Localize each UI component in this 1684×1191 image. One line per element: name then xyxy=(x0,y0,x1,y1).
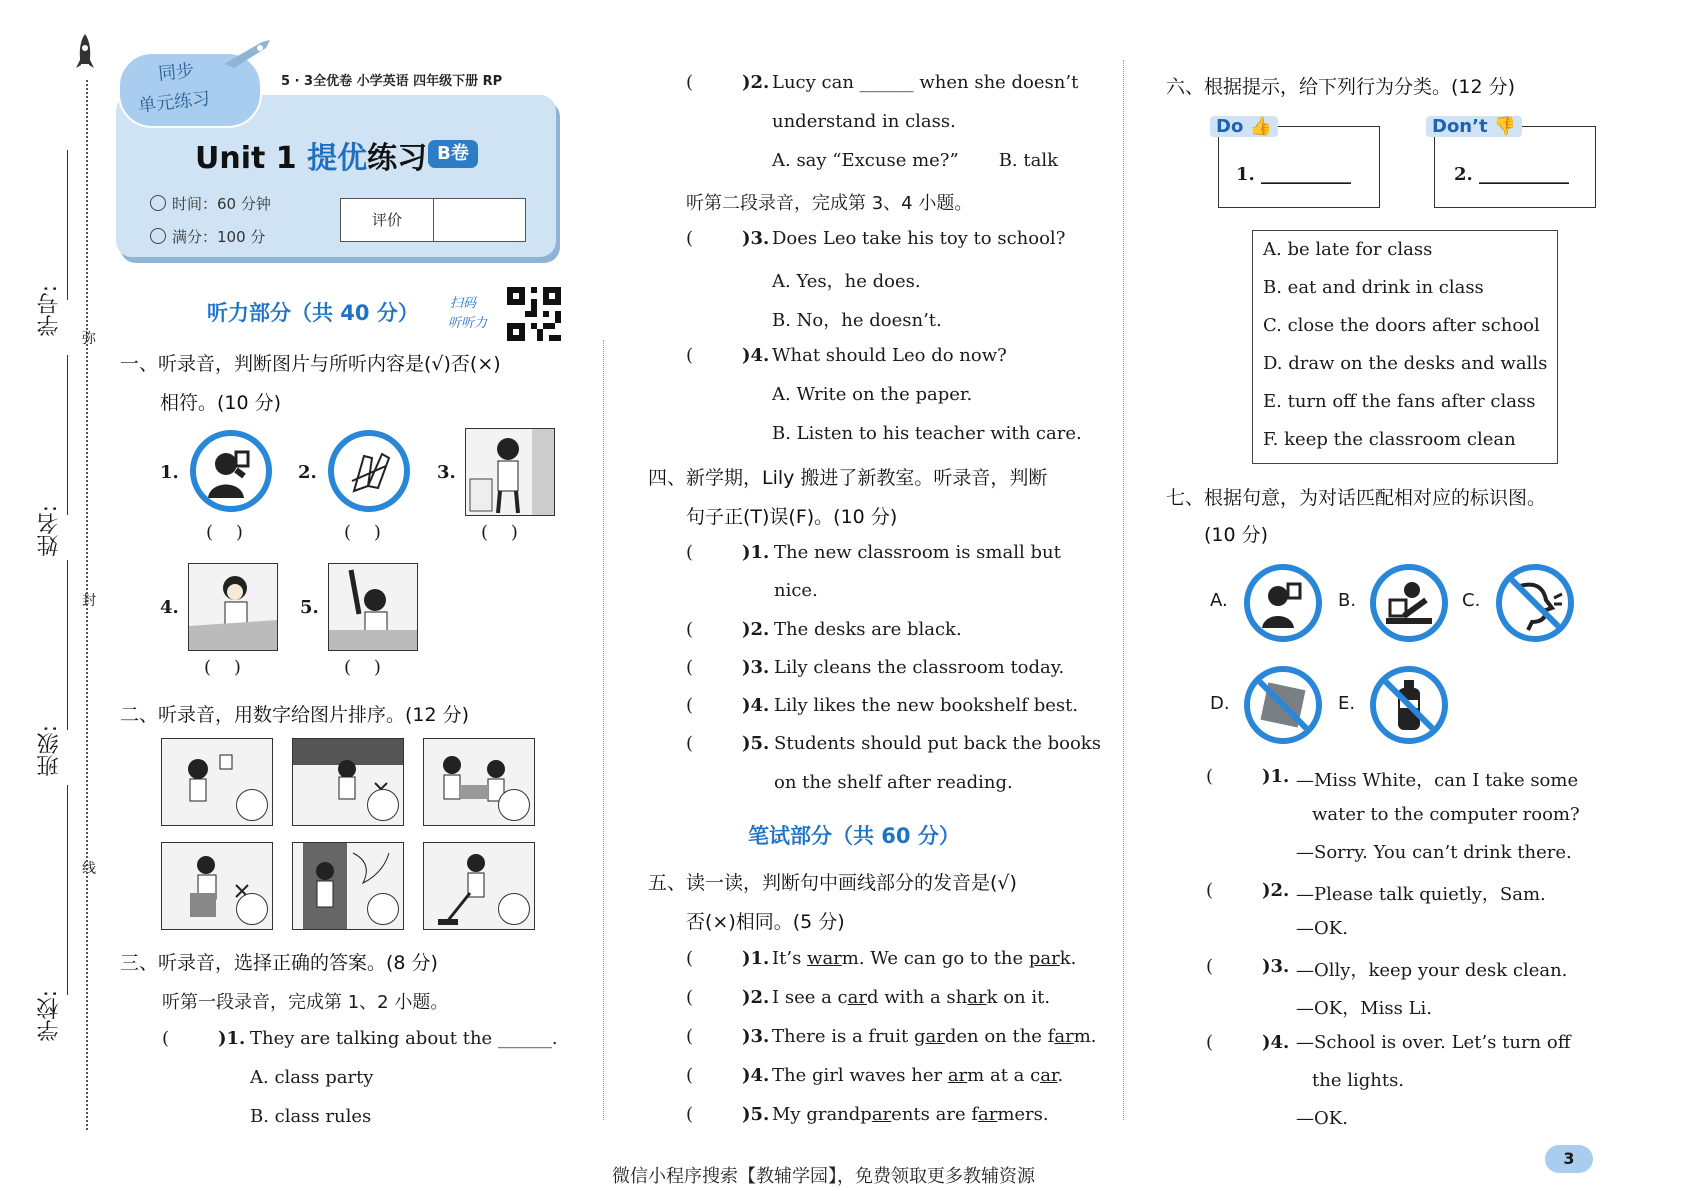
q5-2-answer[interactable]: ( xyxy=(686,987,716,1008)
q2-picture-5 xyxy=(292,842,404,930)
q5-1-part: m. We can go to the xyxy=(841,948,1029,969)
q3-heading: 三、听录音，选择正确的答案。(8 分) xyxy=(120,952,438,974)
rocket-icon xyxy=(222,38,272,72)
q3-sub-2: 听第二段录音，完成第 3、4 小题。 xyxy=(686,193,973,214)
q5-5-part: mers. xyxy=(997,1104,1049,1125)
q2-answer-1[interactable] xyxy=(236,789,268,821)
q4-5-answer[interactable]: ( xyxy=(686,733,716,754)
class-label: 班级: xyxy=(37,725,62,777)
q2-picture-3 xyxy=(423,738,535,826)
q7-2-line-1: —Please talk quietly，Sam. xyxy=(1296,884,1546,905)
q2-answer-5[interactable] xyxy=(367,893,399,925)
q1-answer-2[interactable]: ( ) xyxy=(344,522,381,543)
sign-letter-e: E. xyxy=(1338,693,1356,714)
q7-3-num: )3. xyxy=(1262,956,1290,977)
q2-picture-4 xyxy=(161,842,273,930)
q5-3-text xyxy=(772,1026,1097,1047)
q4-4-answer[interactable]: ( xyxy=(686,695,716,716)
q4-1-num: )1. xyxy=(742,542,770,563)
q5-heading-b: 否(×)相同。(5 分) xyxy=(686,911,845,933)
version-badge: B卷 xyxy=(428,140,478,168)
column-divider-2 xyxy=(1123,60,1124,1120)
q5-2-text xyxy=(772,987,1050,1008)
time-info xyxy=(150,193,271,214)
q4-1-answer[interactable]: ( xyxy=(686,542,716,563)
q2-picture-6 xyxy=(423,842,535,930)
q5-4-text xyxy=(772,1065,1063,1086)
q3-1-text: They are talking about the ______. xyxy=(250,1028,558,1049)
q1-answer-1[interactable]: ( ) xyxy=(206,522,243,543)
q5-2-underlined-2: ar xyxy=(967,987,987,1008)
sign-letter-c: C. xyxy=(1462,590,1481,611)
scan-label-2: 听听力 xyxy=(448,316,488,331)
q4-3-text: Lily cleans the classroom today. xyxy=(774,657,1065,678)
sign-letter-a: A. xyxy=(1210,590,1228,611)
class-field[interactable] xyxy=(67,560,68,730)
q3-2-num: )2. xyxy=(742,72,770,93)
q4-3-answer[interactable]: ( xyxy=(686,657,716,678)
boy-at-door-picture xyxy=(465,428,555,516)
q3-1-num: )1. xyxy=(218,1028,246,1049)
seal-mi: 弥 xyxy=(82,331,96,347)
q5-5-part: My grandp xyxy=(772,1104,872,1125)
q4-4-num: )4. xyxy=(742,695,770,716)
q5-1-underlined-1: war xyxy=(807,948,842,969)
q7-4-line-2: the lights. xyxy=(1312,1070,1405,1091)
q7-1-answer[interactable]: ( xyxy=(1206,766,1236,787)
q3-1-option-b: B. class rules xyxy=(250,1106,372,1127)
qr-code-icon[interactable] xyxy=(507,287,561,345)
q4-1-text: The new classroom is small but xyxy=(774,542,1061,563)
q1-answer-4[interactable]: ( ) xyxy=(204,657,241,678)
q3-2-text: Lucy can ______ when she doesn’t xyxy=(772,72,1079,93)
tab-line-1: 同步 xyxy=(157,60,196,85)
q4-5-text: Students should put back the books xyxy=(774,733,1101,754)
q2-answer-6[interactable] xyxy=(498,893,530,925)
q3-1-answer[interactable]: ( xyxy=(162,1028,192,1049)
score-info xyxy=(150,226,265,247)
series-title: 5 · 3全优卷 小学英语 四年级下册 RP xyxy=(281,74,503,89)
tab-line-2: 单元练习 xyxy=(137,88,212,117)
q4-2-answer[interactable]: ( xyxy=(686,619,716,640)
q5-1-text xyxy=(772,948,1076,969)
title-prefix: Unit 1 xyxy=(195,141,297,176)
q4-3-num: )3. xyxy=(742,657,770,678)
q6-option-c: C. close the doors after school xyxy=(1263,315,1540,336)
q5-2-underlined-1: ar xyxy=(847,987,867,1008)
evaluation-label: 评价 xyxy=(341,199,434,241)
q4-2-num: )2. xyxy=(742,619,770,640)
scan-label-1: 扫码 xyxy=(450,296,477,311)
q1-num-1: 1. xyxy=(160,462,179,483)
q3-3-text: Does Leo take his toy to school? xyxy=(772,228,1066,249)
school-field[interactable] xyxy=(67,785,68,995)
q4-2-text: The desks are black. xyxy=(774,619,962,640)
q5-5-answer[interactable]: ( xyxy=(686,1104,716,1125)
q6-heading: 六、根据提示，给下列行为分类。(12 分) xyxy=(1166,76,1516,98)
q3-3-answer[interactable]: ( xyxy=(686,228,716,249)
q5-5-underlined-1: ar xyxy=(871,1104,892,1125)
student-id-field[interactable] xyxy=(67,150,68,300)
seal-feng: 封 xyxy=(82,593,96,609)
sign-letter-b: B. xyxy=(1338,590,1357,611)
title-suffix: 练习 xyxy=(367,141,428,176)
page-title xyxy=(195,133,427,177)
q5-5-num: )5. xyxy=(742,1104,770,1125)
title-highlight: 提优 xyxy=(307,141,368,176)
time-text: 时间：60 分钟 xyxy=(172,195,271,213)
q7-3-line-2: —OK，Miss Li. xyxy=(1296,998,1433,1019)
q1-num-4: 4. xyxy=(160,597,179,618)
q3-2-options: A. say “Excuse me?” B. talk xyxy=(772,150,1059,171)
q5-3-underlined-1: ar xyxy=(925,1026,945,1047)
q5-heading-a: 五、读一读，判断句中画线部分的发音是(√) xyxy=(648,872,1017,894)
q5-3-part: m. xyxy=(1073,1026,1097,1047)
photo-taking-picture xyxy=(190,430,272,512)
q7-1-line-3: —Sorry. You can’t drink there. xyxy=(1296,842,1572,863)
q5-5-part: ents are f xyxy=(891,1104,978,1125)
q5-4-part: m at a c xyxy=(967,1065,1041,1086)
do-label: Do xyxy=(1216,116,1244,137)
q1-answer-5[interactable]: ( ) xyxy=(344,657,381,678)
q3-3-option-b: B. No，he doesn’t. xyxy=(772,310,942,331)
no-drinks-sign-icon xyxy=(1370,666,1448,744)
q4-5-text-cont: on the shelf after reading. xyxy=(774,772,1013,793)
q3-4-option-b: B. Listen to his teacher with care. xyxy=(772,423,1082,444)
q5-4-underlined-2: ar xyxy=(1040,1065,1058,1086)
q3-4-num: )4. xyxy=(742,345,770,366)
q5-1-part: It’s xyxy=(772,948,808,969)
q5-3-answer[interactable]: ( xyxy=(686,1026,716,1047)
q6-option-f: F. keep the classroom clean xyxy=(1263,429,1516,450)
q3-3-num: )3. xyxy=(742,228,770,249)
q2-answer-3[interactable] xyxy=(498,789,530,821)
page-number: 3 xyxy=(1545,1145,1593,1173)
sign-letter-d: D. xyxy=(1210,693,1230,714)
q6-option-a: A. be late for class xyxy=(1263,239,1433,260)
q1-num-5: 5. xyxy=(300,597,319,618)
column-divider-1 xyxy=(603,340,604,1120)
q2-answer-2[interactable] xyxy=(367,789,399,821)
footer-note: 微信小程序搜索【教辅学园】，免费领取更多教辅资源 xyxy=(612,1166,1035,1187)
dont-label: Don’t xyxy=(1432,116,1488,137)
school-label: 学校: xyxy=(37,990,62,1042)
q1-num-3: 3. xyxy=(437,462,456,483)
q3-3-option-a: A. Yes，he does. xyxy=(772,271,921,292)
student-id-label: 学号: xyxy=(37,285,62,337)
q7-4-line-1: —School is over. Let’s turn off xyxy=(1296,1032,1571,1053)
study-at-desk-sign-icon xyxy=(1370,564,1448,642)
q5-5-text xyxy=(772,1104,1049,1125)
q2-answer-4[interactable] xyxy=(236,893,268,925)
q7-2-num: )2. xyxy=(1262,880,1290,901)
q5-4-part: . xyxy=(1057,1065,1064,1086)
q3-2-answer[interactable]: ( xyxy=(686,72,716,93)
evaluation-field[interactable] xyxy=(435,199,525,241)
do-tag xyxy=(1210,116,1278,137)
thumbs-down-icon: 👎 xyxy=(1493,116,1517,137)
q4-5-num: )5. xyxy=(742,733,770,754)
q5-1-answer[interactable]: ( xyxy=(686,948,716,969)
q5-1-part: k. xyxy=(1059,948,1077,969)
q5-3-part: There is a fruit g xyxy=(772,1026,926,1047)
check-icon xyxy=(150,228,166,244)
q7-1-line-2: water to the computer room? xyxy=(1312,804,1580,825)
q5-5-underlined-2: ar xyxy=(977,1104,998,1125)
rocket-icon xyxy=(76,34,94,74)
q3-2-text-cont: understand in class. xyxy=(772,111,956,132)
q5-4-part: The girl waves her xyxy=(772,1065,948,1086)
q2-picture-2 xyxy=(292,738,404,826)
q6-options-box xyxy=(1252,230,1558,464)
q1-num-2: 2. xyxy=(298,462,317,483)
writing-heading: 笔试部分（共 60 分） xyxy=(748,824,960,848)
seal-xian: 线 xyxy=(82,861,96,877)
q3-sub-1: 听第一段录音，完成第 1、2 小题。 xyxy=(162,992,449,1013)
q7-heading-b: (10 分) xyxy=(1204,524,1269,546)
q7-heading-a: 七、根据句意，为对话匹配相对应的标识图。 xyxy=(1166,487,1547,509)
q5-1-underlined-2: par xyxy=(1028,948,1060,969)
q7-1-line-1: —Miss White，can I take some xyxy=(1296,770,1579,791)
q5-4-answer[interactable]: ( xyxy=(686,1065,716,1086)
q4-1-text-cont: nice. xyxy=(774,580,818,601)
q5-4-underlined-1: ar xyxy=(947,1065,968,1086)
q5-3-num: )3. xyxy=(742,1026,770,1047)
q5-2-part: k on it. xyxy=(986,987,1051,1008)
q5-2-num: )2. xyxy=(742,987,770,1008)
q7-4-line-3: —OK. xyxy=(1296,1108,1348,1129)
q7-2-answer[interactable]: ( xyxy=(1206,880,1236,901)
girl-cleaning-desk-picture xyxy=(188,563,278,651)
q7-3-answer[interactable]: ( xyxy=(1206,956,1236,977)
q6-option-b: B. eat and drink in class xyxy=(1263,277,1484,298)
q3-4-text: What should Leo do now? xyxy=(772,345,1007,366)
q5-2-part: d with a sh xyxy=(866,987,968,1008)
do-blank[interactable]: 1. __________ xyxy=(1236,164,1352,185)
evaluation-box xyxy=(340,198,526,242)
q7-2-line-2: —OK. xyxy=(1296,918,1348,939)
name-label: 姓名: xyxy=(37,505,62,557)
q5-3-underlined-2: ar xyxy=(1054,1026,1074,1047)
score-text: 满分：100 分 xyxy=(172,228,266,246)
q7-3-line-1: —Olly，keep your desk clean. xyxy=(1296,960,1568,981)
dont-blank[interactable]: 2. __________ xyxy=(1454,164,1570,185)
no-talking-sign-icon xyxy=(1496,564,1574,642)
q1-heading-a: 一、听录音，判断图片与所听内容是(√)否(×) xyxy=(120,353,501,375)
q6-option-d: D. draw on the desks and walls xyxy=(1263,353,1548,374)
q2-picture-1 xyxy=(161,738,273,826)
q5-1-num: )1. xyxy=(742,948,770,969)
clock-icon xyxy=(150,195,166,211)
listening-heading: 听力部分（共 40 分） xyxy=(207,301,419,325)
dont-tag xyxy=(1426,116,1522,137)
q3-1-option-a: A. class party xyxy=(250,1067,374,1088)
q1-heading-b: 相符。(10 分) xyxy=(160,392,282,414)
boy-raising-hand-picture xyxy=(328,563,418,651)
q7-4-num: )4. xyxy=(1262,1032,1290,1053)
q5-2-part: I see a c xyxy=(772,987,848,1008)
q4-heading-a: 四、新学期，Lily 搬进了新教室。听录音，判断 xyxy=(648,467,1048,489)
q3-4-option-a: A. Write on the paper. xyxy=(772,384,973,405)
q7-1-num: )1. xyxy=(1262,766,1290,787)
washing-hands-picture xyxy=(328,430,410,512)
q4-heading-b: 句子正(T)误(F)。(10 分) xyxy=(686,506,898,528)
q2-heading: 二、听录音，用数字给图片排序。(12 分) xyxy=(120,704,470,726)
q4-4-text: Lily likes the new bookshelf best. xyxy=(774,695,1079,716)
no-photo-sign-icon xyxy=(1244,564,1322,642)
q3-4-answer[interactable]: ( xyxy=(686,345,716,366)
q5-3-part: den on the f xyxy=(944,1026,1055,1047)
q5-4-num: )4. xyxy=(742,1065,770,1086)
q7-4-answer[interactable]: ( xyxy=(1206,1032,1236,1053)
q6-option-e: E. turn off the fans after class xyxy=(1263,391,1536,412)
q1-answer-3[interactable]: ( ) xyxy=(481,522,518,543)
name-field[interactable] xyxy=(67,355,68,515)
no-scribbling-sign-icon xyxy=(1244,666,1322,744)
thumbs-up-icon: 👍 xyxy=(1249,116,1273,137)
